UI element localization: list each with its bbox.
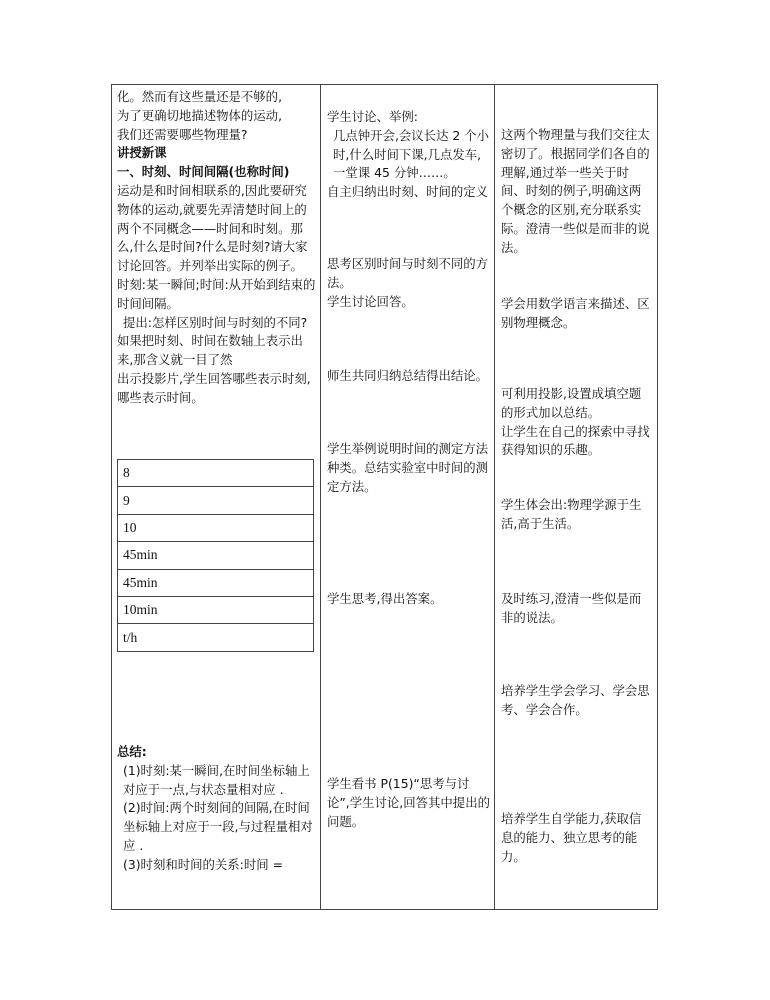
summary-item: (2)时间:两个时刻间的间隔,在时间坐标轴上对应于一段,与过程量相对应 . [123, 800, 313, 853]
paragraph: 出示投影片,学生回答哪些表示时刻,哪些表示时间。 [117, 370, 311, 405]
paragraph: 运动是和时间相联系的,因此要研究物体的运动,就要先弄清楚时间上的两个不同概念——时间和时刻。那么,什么是时间?什么是时刻?请大家讨论回答。并列举出实际的例子。 [117, 182, 308, 274]
design-intent-block [501, 496, 653, 534]
summary-heading: 总结: [117, 744, 147, 759]
student-activity-block [327, 590, 491, 609]
design-intent-block [501, 385, 653, 460]
table-cell: 10min [118, 596, 314, 623]
intro-line: 为了更确切地描述物体的运动, [117, 107, 283, 123]
activity-text: 师生共同归纳总结得出结论。 [327, 368, 489, 383]
table-cell: 8 [118, 460, 314, 487]
activity-text: 学生思考,得出答案。 [327, 591, 443, 606]
paragraph: 如果把时刻、时间在数轴上表示出来,那含义就一目了然 [117, 333, 303, 368]
table-cell: 45min [118, 569, 314, 596]
intent-text: 学会用数学语言来描述、区别物理概念。 [501, 296, 650, 330]
design-intent-block [501, 295, 653, 333]
student-activity-block [327, 255, 491, 311]
intent-text: 学生体会出:物理学源于生活,高于生活。 [501, 497, 642, 531]
table-cell: 9 [118, 487, 314, 514]
column-divider [494, 84, 495, 910]
design-intent-block [501, 810, 653, 866]
intent-text: 及时练习,澄清一些似是而非的说法。 [501, 591, 642, 625]
section-heading: 讲授新课 [117, 145, 167, 161]
summary-item: (1)时刻:某一瞬间,在时间坐标轴上对应于一点,与状态量相对应 . [123, 762, 310, 797]
activity-text: 学生举例说明时间的测定方法种类。总结实验室中时间的测定方法。 [327, 441, 489, 494]
column-divider [320, 84, 321, 910]
design-intent-block [501, 682, 653, 720]
table-row [118, 514, 314, 541]
summary-item: (3)时刻和时间的关系:时间 = [123, 856, 283, 872]
intent-text: 让学生在自己的探索中寻找获得知识的乐趣。 [501, 423, 650, 458]
student-activity-block [327, 367, 491, 386]
time-axis-table [117, 459, 314, 652]
sub-heading: 一、时刻、时间间隔(也称时间) [117, 164, 290, 180]
activity-text: 学生讨论回答。 [327, 293, 414, 309]
student-activity-block [327, 775, 491, 831]
intro-line: 化。然而有这些量还是不够的, [117, 89, 283, 104]
intent-text: 培养学生学会学习、学会思考、学会合作。 [501, 683, 650, 717]
summary-block [117, 743, 317, 875]
intro-line: 我们还需要哪些物理量? [117, 126, 248, 142]
table-row [118, 460, 314, 487]
table-row [118, 624, 314, 651]
table-row [118, 487, 314, 514]
intent-text: 可利用投影,设置成填空题的形式加以总结。 [501, 386, 642, 420]
design-intent-block [501, 126, 653, 258]
activity-text: 几点钟开会,会议长达 2 个小时,什么时间下课,几点发车,一堂课 45 分钟……。 [333, 127, 489, 181]
design-intent-block [501, 590, 653, 628]
table-cell: 45min [118, 542, 314, 569]
table-row [118, 569, 314, 596]
activity-text: 思考区别时间与时刻不同的方法。 [327, 256, 489, 290]
content-column [117, 88, 317, 408]
table-row [118, 542, 314, 569]
activity-text: 学生看书 P(15)“思考与讨论”,学生讨论,回答其中提出的问题。 [327, 776, 490, 829]
intent-text: 培养学生自学能力,获取信息的能力、独立思考的能力。 [501, 811, 642, 864]
student-activity-block [327, 108, 491, 202]
table-cell: 10 [118, 514, 314, 541]
paragraph: 提出:怎样区别时间与时刻的不同? [123, 314, 308, 330]
activity-text: 自主归纳出时刻、时间的定义 [327, 184, 489, 200]
student-activity-block [327, 440, 491, 496]
activity-title: 学生讨论、举例: [327, 109, 418, 124]
table-row [118, 596, 314, 623]
paragraph: 时刻:某一瞬间;时间:从开始到结束的时间间隔。 [117, 276, 316, 311]
table-cell: t/h [118, 624, 314, 651]
intent-text: 这两个物理量与我们交往太密切了。根据同学们各自的理解,通过举一些关于时间、时刻的例子,明确这两个概念的区别,充分联系实际。澄清一些似是而非的说法。 [501, 127, 650, 255]
